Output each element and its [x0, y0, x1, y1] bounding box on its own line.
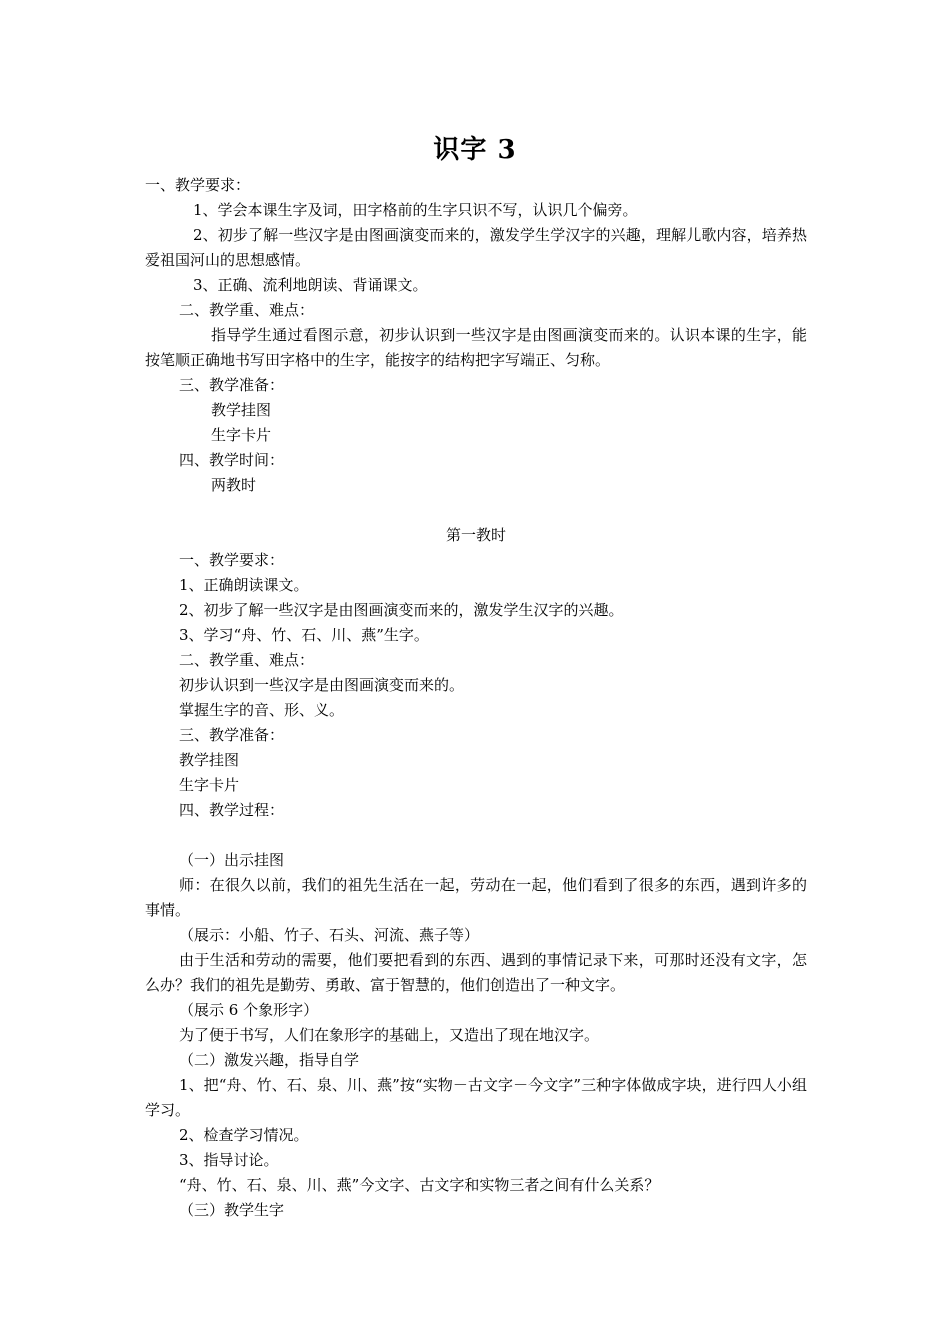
- lesson-process-heading: 四、教学过程：: [179, 801, 285, 819]
- preparation-item-2: 生字卡片: [211, 426, 272, 444]
- step2-item-3: 3、指导讨论。: [179, 1151, 279, 1169]
- time-value: 两教时: [211, 476, 257, 494]
- page-title: 识字 3: [433, 135, 517, 165]
- step2-question: “舟、竹、石、泉、川、燕”今文字、古文字和实物三者之间有什么关系？: [179, 1176, 660, 1194]
- step2-item-1: 1、把“舟、竹、石、泉、川、燕”按“实物－古文字－今文字”三种字体做成字块，进行四人小组学习。: [145, 1076, 807, 1119]
- lesson-requirement-1: 1、正确朗读课文。: [179, 576, 309, 594]
- step1-paragraph-1: 师：在很久以前，我们的祖先生活在一起，劳动在一起，他们看到了很多的东西，遇到许多的事情。: [145, 876, 807, 919]
- preparation-item-1: 教学挂图: [211, 401, 272, 419]
- step1-paragraph-3: 为了便于书写，人们在象形字的基础上，又造出了现在地汉字。: [179, 1026, 600, 1044]
- requirement-item-2: 2、初步了解一些汉字是由图画演变而来的，激发学生学汉字的兴趣，理解儿歌内容，培养热爱祖国河山的思想感情。: [145, 226, 807, 269]
- step1-paragraph-2: 由于生活和劳动的需要，他们要把看到的东西、遇到的事情记录下来，可那时还没有文字，怎么办？我们的祖先是勤劳、勇敢、富于智慧的，他们创造出了一种文字。: [145, 951, 807, 994]
- section-heading-key-points: 二、教学重、难点：: [179, 301, 315, 319]
- lesson-preparation-heading: 三、教学准备：: [179, 726, 285, 744]
- lesson-key-point-1: 初步认识到一些汉字是由图画演变而来的。: [179, 676, 465, 694]
- lesson-key-points-heading: 二、教学重、难点：: [179, 651, 315, 669]
- lesson-requirement-2: 2、初步了解一些汉字是由图画演变而来的，激发学生汉字的兴趣。: [179, 601, 624, 619]
- step3-heading: （三）教学生字: [179, 1201, 285, 1219]
- key-points-text: 指导学生通过看图示意，初步认识到一些汉字是由图画演变而来的。认识本课的生字，能按笔顺正确地书写田字格中的生字，能按字的结构把字写端正、匀称。: [145, 326, 807, 369]
- lesson-heading: 第一教时: [445, 526, 506, 544]
- lesson-requirements-heading: 一、教学要求：: [179, 551, 285, 569]
- lesson-requirement-3: 3、学习“舟、竹、石、川、燕”生字。: [179, 626, 429, 644]
- requirement-item-3: 3、正确、流利地朗读、背诵课文。: [193, 276, 428, 294]
- lesson-preparation-item-1: 教学挂图: [179, 751, 240, 769]
- step1-heading: （一）出示挂图: [179, 851, 285, 869]
- document-body: [145, 173, 807, 1223]
- step2-heading: （二）激发兴趣，指导自学: [179, 1051, 360, 1069]
- step1-display-note-2: （展示 6 个象形字）: [179, 1001, 319, 1019]
- step2-item-2: 2、检查学习情况。: [179, 1126, 309, 1144]
- section-heading-preparation: 三、教学准备：: [179, 376, 285, 394]
- lesson-preparation-item-2: 生字卡片: [179, 776, 240, 794]
- section-heading-time: 四、教学时间：: [179, 451, 285, 469]
- requirement-item-1: 1、学会本课生字及词，田字格前的生字只识不写，认识几个偏旁。: [193, 201, 638, 219]
- lesson-key-point-2: 掌握生字的音、形、义。: [179, 701, 345, 719]
- step1-display-note: （展示：小船、竹子、石头、河流、燕子等）: [179, 926, 480, 944]
- section-heading-requirements: 一、教学要求：: [145, 176, 251, 194]
